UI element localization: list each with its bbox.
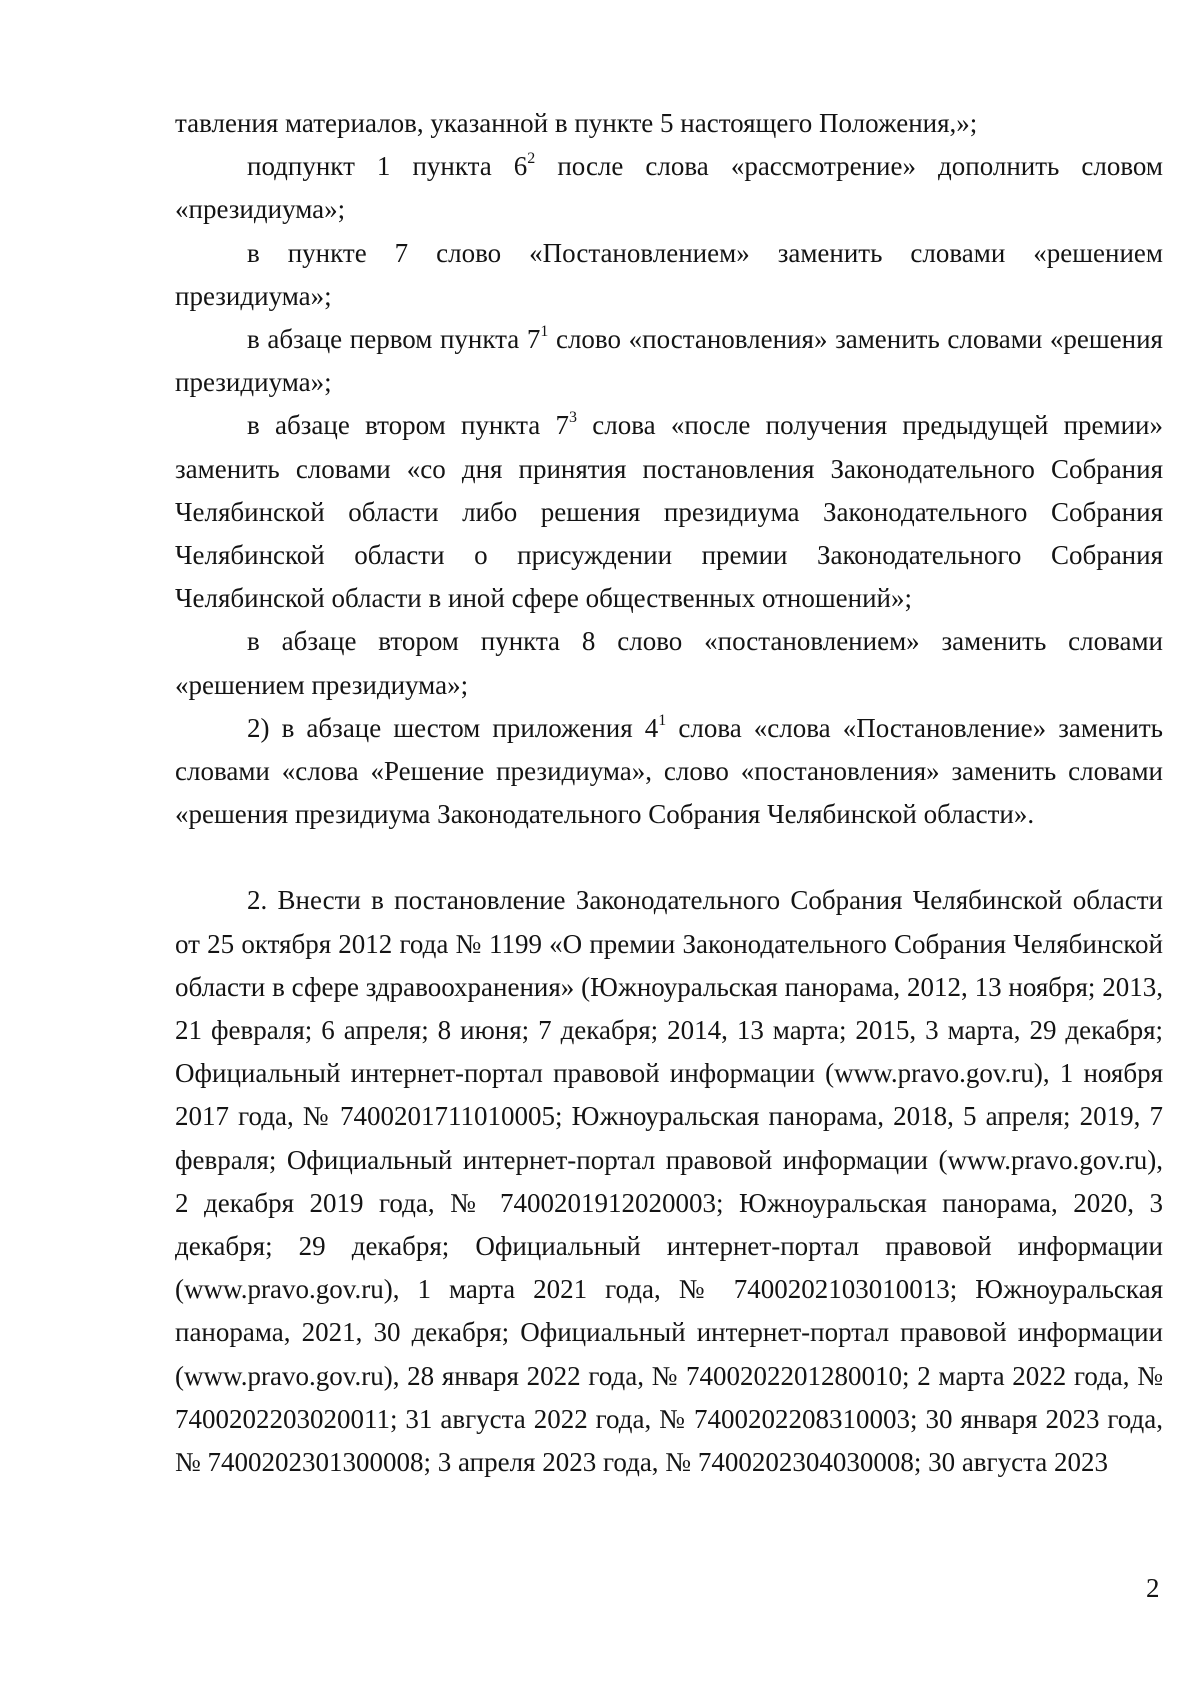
text-run: тавления материалов, указанной в пункте 5 настоящего Положения,»; <box>175 108 978 138</box>
superscript: 1 <box>540 323 549 341</box>
text-run: 2. Внести в постановление Законодательного Собрания Челябинской области от 25 октября 2012 года № 1199 «О премии Законодательного Собрания Челябинской области в сфере здравоохранения» (Южноуральская панорама, 2012, 13 ноября; 2013, 21 февраля; 6 апреля; 8 июня; 7 декабря; 2014, 13 марта; 2015, 3 марта, 29 декабря; Официальный интернет-портал правовой информации (www.pravo.gov.ru), 1 ноября 2017 года, № 7400201711010005; Южноуральская панорама, 2018, 5 апреля; 2019, 7 февраля; Официальный интернет-портал правовой информации (www.pravo.gov.ru), 2 декабря 2019 года, № 7400201912020003; Южноуральская панорама, 2020, 3 декабря; 29 декабря; Официальный интернет-портал правовой информации (www.pravo.gov.ru), 1 марта 2021 года, № 7400202103010013; Южноуральская панорама, 2021, 30 декабря; Официальный интернет-портал правовой информации (www.pravo.gov.ru), 28 января 2022 года, № 7400202201280010; 2 марта 2022 года, № 7400202203020011; 31 августа 2022 года, № 7400202208310003; 30 января 2023 года, № 7400202301300008; 3 апреля 2023 года, № 7400202304030008; 30 августа 2023 <box>175 885 1163 1478</box>
text-run: в пункте 7 слово «Постановлением» заменить словами «решением президиума»; <box>175 237 1163 311</box>
superscript: 3 <box>568 409 577 427</box>
text-run: подпункт 1 пункта 6 <box>247 151 528 182</box>
document-body <box>175 102 1163 1484</box>
text-run: в абзаце первом пункта 7 <box>247 324 541 355</box>
paragraph <box>175 318 1163 404</box>
text-run: в абзаце втором пункта 8 слово «постановлением» заменить словами «решением президиума»; <box>175 626 1163 700</box>
text-run: слово «постановления» заменить словами «решения президиума»; <box>175 324 1163 398</box>
text-run: слова «после получения предыдущей премии» заменить словами «со дня принятия постановления Законодательного Собрания Челябинской области либо решения президиума Законодательного Собрания Челябинской области о присуждении премии Законодательного Собрания Челябинской области в иной сфере общественных отношений»; <box>175 410 1163 614</box>
paragraph <box>175 102 1163 145</box>
superscript: 2 <box>527 150 536 168</box>
text-run: слова «слова «Постановление» заменить словами «слова «Решение президиума», слово «постановления» заменить словами «решения президиума Законодательного Собрания Челябинской области». <box>175 712 1163 830</box>
paragraph <box>175 620 1163 706</box>
page-number: 2 <box>1146 1573 1160 1603</box>
paragraph <box>175 232 1163 318</box>
superscript: 1 <box>658 711 667 729</box>
paragraph <box>175 404 1163 620</box>
text-run: в абзаце втором пункта 7 <box>247 410 569 441</box>
paragraph <box>175 707 1163 837</box>
paragraph <box>175 879 1163 1484</box>
text-run: после слова «рассмотрение» дополнить словом «президиума»; <box>175 151 1163 225</box>
text-run: 2) в абзаце шестом приложения 4 <box>247 712 659 743</box>
paragraph <box>175 145 1163 231</box>
